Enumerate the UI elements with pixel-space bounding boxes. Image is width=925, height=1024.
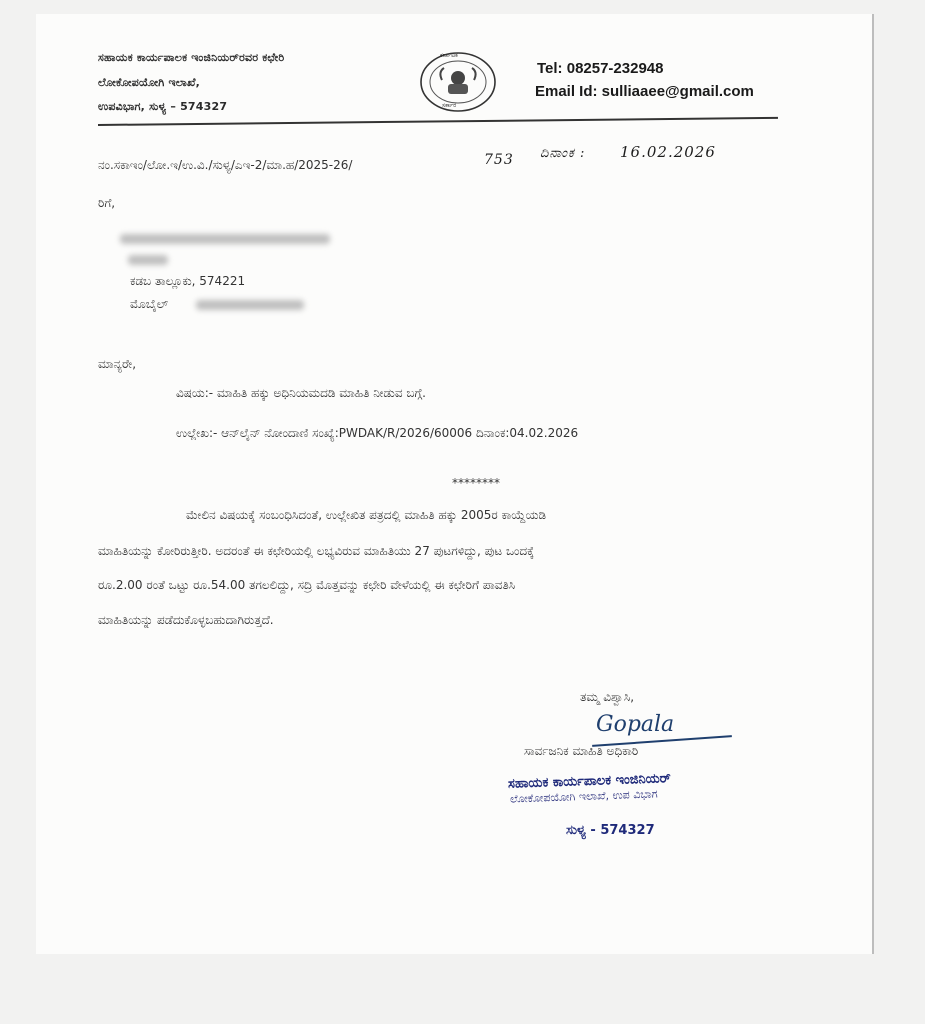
handwritten-date: 16.02.2026 bbox=[620, 143, 716, 161]
government-seal-icon bbox=[418, 50, 498, 114]
office-name: ಸಹಾಯಕ ಕಾರ್ಯಪಾಲಕ ಇಂಜಿನಿಯರ್‌ರವರ ಕಛೇರಿ bbox=[98, 51, 285, 64]
salutation: ಮಾನ್ಯರೇ, bbox=[98, 357, 137, 371]
handwritten-number: 753 bbox=[484, 152, 514, 168]
public-information-officer: ಸಾರ್ವಜನಿಕ ಮಾಹಿತಿ ಅಧಿಕಾರಿ bbox=[524, 744, 639, 758]
telephone: Tel: 08257-232948 bbox=[537, 60, 664, 77]
date-label: ದಿನಾಂಕ : bbox=[540, 146, 586, 161]
reference-number: ನಂ.ಸಕಾಇಂ/ಲೋ.ಇ/ಉ.ವಿ./ಸುಳ್ಯ/ಎಇ-2/ಮಾ.ಹ/2025-26/ bbox=[98, 158, 353, 172]
body-line-3: ರೂ.2.00 ರಂತೆ ಒಟ್ಟು ರೂ.54.00 ತಗಲಲಿದ್ದು, ಸದ್ರಿ ಮೊತ್ತವನ್ನು ಕಛೇರಿ ವೇಳೆಯಲ್ಲಿ ಈ ಕಛೇರಿಗೆ ಪಾವತಿಸಿ bbox=[98, 578, 516, 592]
subject-line: ವಿಷಯ:- ಮಾಹಿತಿ ಹಕ್ಕು ಅಧಿನಿಯಮದಡಿ ಮಾಹಿತಿ ನೀಡುವ ಬಗ್ಗೆ. bbox=[176, 386, 426, 400]
recipient-mobile-label: ಮೊಬೈಲ್ bbox=[130, 297, 169, 311]
email: Email Id: sulliaaee@gmail.com bbox=[535, 83, 754, 100]
department-name: ಲೋಕೋಪಯೋಗಿ ಇಲಾಖೆ, bbox=[98, 76, 201, 89]
page-edge bbox=[872, 14, 874, 954]
body-line-4: ಮಾಹಿತಿಯನ್ನು ಪಡೆದುಕೊಳ್ಳಬಹುದಾಗಿರುತ್ತದೆ. bbox=[98, 613, 274, 627]
redacted-mobile bbox=[196, 300, 304, 310]
signature: Gopala bbox=[596, 712, 675, 737]
seal-top-text: ಕರ್ನಾಟಕ bbox=[440, 52, 458, 59]
stamp-line-3: ಸುಳ್ಯ - 574327 bbox=[566, 823, 655, 838]
closing-yours: ತಮ್ಮ ವಿಶ್ವಾಸಿ, bbox=[580, 690, 635, 704]
reference-line: ಉಲ್ಲೇಖ:- ಆನ್‌ಲೈನ್ ನೋಂದಾಣಿ ಸಂಖ್ಯೆ:PWDAK/R/2026/60006 ದಿನಾಂಕ:04.02.2026 bbox=[176, 426, 579, 440]
body-line-1: ಮೇಲಿನ ವಿಷಯಕ್ಕೆ ಸಂಬಂಧಿಸಿದಂತೆ, ಉಲ್ಲೇಖಿತ ಪತ್ರದಲ್ಲಿ ಮಾಹಿತಿ ಹಕ್ಕು 2005ರ ಕಾಯ್ದೆಯಡಿ bbox=[186, 508, 547, 522]
redacted-address bbox=[128, 255, 168, 265]
redacted-name bbox=[120, 234, 330, 244]
stamp-line-2: ಲೋಕೋಪಯೋಗಿ ಇಲಾಖೆ, ಉಪ ವಿಭಾಗ bbox=[509, 787, 658, 806]
recipient-to: ರಿಗೆ, bbox=[98, 196, 116, 210]
seal-bottom-text: ಸರ್ಕಾರ bbox=[442, 102, 457, 109]
recipient-taluk: ಕಡಬ ತಾಲ್ಲೂಕು, 574221 bbox=[130, 274, 246, 288]
stamp-line-1: ಸಹಾಯಕ ಕಾರ್ಯಪಾಲಕ ಇಂಜಿನಿಯರ್ bbox=[507, 771, 672, 792]
subdivision-address: ಉಪವಿಭಾಗ, ಸುಳ್ಯ – 574327 bbox=[98, 100, 228, 113]
separator: ******** bbox=[452, 476, 500, 490]
body-line-2: ಮಾಹಿತಿಯನ್ನು ಕೋರಿರುತ್ತೀರಿ. ಅದರಂತೆ ಈ ಕಛೇರಿಯಲ್ಲಿ ಲಭ್ಯವಿರುವ ಮಾಹಿತಿಯು 27 ಪುಟಗಳಿದ್ದು, ಪುಟ ಒಂದಕ್ಕೆ bbox=[98, 544, 535, 558]
